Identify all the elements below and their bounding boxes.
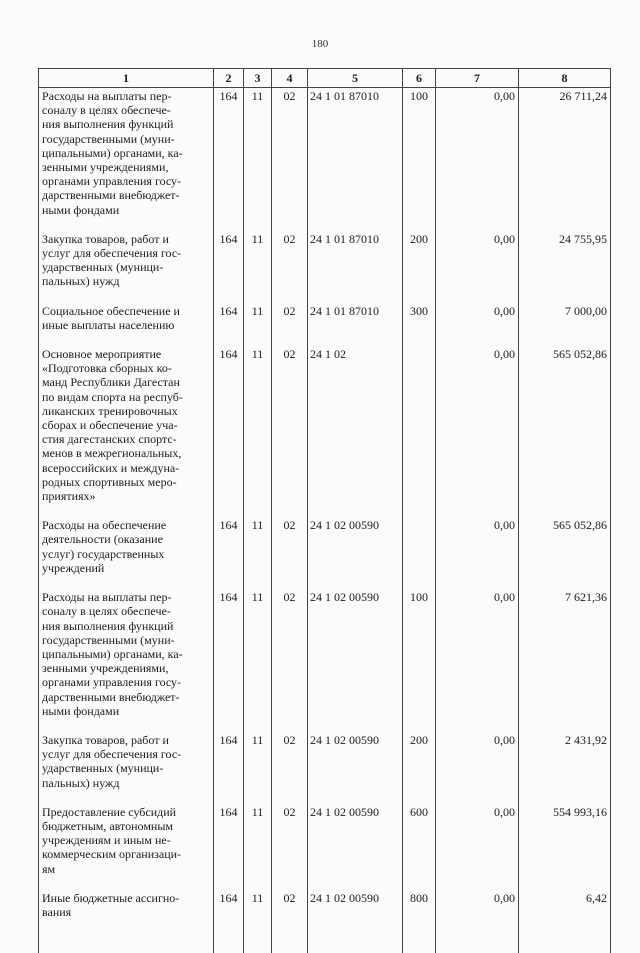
cell-target-article: 24 1 02 00590 bbox=[308, 517, 403, 589]
cell-amount-col8: 7 621,36 bbox=[519, 589, 611, 732]
empty-cell bbox=[519, 933, 611, 953]
description-line: Закупка товаров, работ и bbox=[42, 232, 210, 246]
cell-amount-col7: 0,00 bbox=[436, 88, 519, 231]
cell-ministry: 164 bbox=[214, 890, 244, 933]
cell-section: 11 bbox=[244, 589, 272, 732]
cell-amount-col8: 565 052,86 bbox=[519, 346, 611, 517]
cell-amount-col7: 0,00 bbox=[436, 589, 519, 732]
description-line: всероссийских и междуна- bbox=[42, 461, 210, 475]
description-line: ударственных (муници- bbox=[42, 761, 210, 775]
table-row bbox=[39, 231, 611, 303]
empty-cell bbox=[272, 933, 308, 953]
description-line: манд Республики Дагестан bbox=[42, 375, 210, 389]
cell-section: 11 bbox=[244, 346, 272, 517]
description-line: приятиях» bbox=[42, 489, 210, 503]
description-line: учреждениям и иным не- bbox=[42, 833, 210, 847]
cell-expense-type bbox=[403, 517, 436, 589]
description-line: Предоставление субсидий bbox=[42, 805, 210, 819]
description-line: Расходы на выплаты пер- bbox=[42, 590, 210, 604]
description-line: ципальными) органами, ка- bbox=[42, 647, 210, 661]
description-line: Расходы на выплаты пер- bbox=[42, 89, 210, 103]
header-col-7: 7 bbox=[436, 69, 519, 88]
description-line: услуг для обеспечения гос- bbox=[42, 747, 210, 761]
cell-amount-col8: 554 993,16 bbox=[519, 804, 611, 890]
description-line: зенными учреждениями, bbox=[42, 160, 210, 174]
cell-subsection: 02 bbox=[272, 346, 308, 517]
description-line: Основное мероприятие bbox=[42, 347, 210, 361]
header-col-2: 2 bbox=[214, 69, 244, 88]
empty-cell bbox=[308, 933, 403, 953]
header-col-8: 8 bbox=[519, 69, 611, 88]
row-description bbox=[39, 231, 214, 303]
description-line: деятельности (оказание bbox=[42, 532, 210, 546]
description-line: коммерческим организаци- bbox=[42, 847, 210, 861]
description-line: Социальное обеспечение и bbox=[42, 304, 210, 318]
cell-target-article: 24 1 01 87010 bbox=[308, 303, 403, 346]
description-line: ными фондами bbox=[42, 704, 210, 718]
description-line: государственными (муни- bbox=[42, 132, 210, 146]
cell-expense-type: 800 bbox=[403, 890, 436, 933]
row-description bbox=[39, 346, 214, 517]
table-row bbox=[39, 517, 611, 589]
cell-amount-col7: 0,00 bbox=[436, 231, 519, 303]
cell-target-article: 24 1 02 00590 bbox=[308, 890, 403, 933]
cell-section: 11 bbox=[244, 303, 272, 346]
cell-amount-col7: 0,00 bbox=[436, 517, 519, 589]
cell-subsection: 02 bbox=[272, 231, 308, 303]
header-col-6: 6 bbox=[403, 69, 436, 88]
description-line: услуг для обеспечения гос- bbox=[42, 246, 210, 260]
description-line: дарственными внебюджет- bbox=[42, 188, 210, 202]
cell-expense-type: 100 bbox=[403, 88, 436, 231]
row-description bbox=[39, 589, 214, 732]
table-body bbox=[39, 88, 611, 953]
cell-expense-type: 200 bbox=[403, 231, 436, 303]
cell-section: 11 bbox=[244, 517, 272, 589]
row-description bbox=[39, 890, 214, 933]
description-line: соналу в целях обеспече- bbox=[42, 103, 210, 117]
description-line: родных спортивных меро- bbox=[42, 475, 210, 489]
cell-target-article: 24 1 02 00590 bbox=[308, 732, 403, 804]
description-line: ям bbox=[42, 862, 210, 876]
table-row bbox=[39, 804, 611, 890]
description-line: иные выплаты населению bbox=[42, 318, 210, 332]
table-row bbox=[39, 346, 611, 517]
header-col-5: 5 bbox=[308, 69, 403, 88]
cell-expense-type: 600 bbox=[403, 804, 436, 890]
description-line: ликанских тренировочных bbox=[42, 404, 210, 418]
cell-ministry: 164 bbox=[214, 589, 244, 732]
cell-subsection: 02 bbox=[272, 589, 308, 732]
table-row bbox=[39, 890, 611, 933]
cell-subsection: 02 bbox=[272, 303, 308, 346]
description-line: органами управления госу- bbox=[42, 675, 210, 689]
cell-section: 11 bbox=[244, 890, 272, 933]
row-description bbox=[39, 88, 214, 231]
description-line: «Подготовка сборных ко- bbox=[42, 361, 210, 375]
cell-section: 11 bbox=[244, 804, 272, 890]
row-description bbox=[39, 303, 214, 346]
cell-section: 11 bbox=[244, 231, 272, 303]
page-number: 180 bbox=[0, 38, 640, 50]
cell-amount-col8: 2 431,92 bbox=[519, 732, 611, 804]
description-line: ными фондами bbox=[42, 203, 210, 217]
header-col-4: 4 bbox=[272, 69, 308, 88]
cell-ministry: 164 bbox=[214, 517, 244, 589]
table-row bbox=[39, 88, 611, 231]
cell-section: 11 bbox=[244, 732, 272, 804]
description-line: зенными учреждениями, bbox=[42, 661, 210, 675]
cell-amount-col8: 6,42 bbox=[519, 890, 611, 933]
cell-amount-col8: 26 711,24 bbox=[519, 88, 611, 231]
cell-ministry: 164 bbox=[214, 231, 244, 303]
cell-expense-type: 100 bbox=[403, 589, 436, 732]
cell-section: 11 bbox=[244, 88, 272, 231]
description-line: Закупка товаров, работ и bbox=[42, 733, 210, 747]
empty-cell bbox=[244, 933, 272, 953]
cell-amount-col8: 565 052,86 bbox=[519, 517, 611, 589]
cell-target-article: 24 1 01 87010 bbox=[308, 231, 403, 303]
cell-ministry: 164 bbox=[214, 303, 244, 346]
cell-ministry: 164 bbox=[214, 804, 244, 890]
cell-subsection: 02 bbox=[272, 732, 308, 804]
description-line: государственными (муни- bbox=[42, 633, 210, 647]
cell-expense-type bbox=[403, 346, 436, 517]
cell-amount-col8: 24 755,95 bbox=[519, 231, 611, 303]
cell-amount-col7: 0,00 bbox=[436, 346, 519, 517]
cell-amount-col7: 0,00 bbox=[436, 804, 519, 890]
table-row bbox=[39, 732, 611, 804]
row-description bbox=[39, 517, 214, 589]
description-line: вания bbox=[42, 905, 210, 919]
header-col-1: 1 bbox=[39, 69, 214, 88]
empty-cell bbox=[436, 933, 519, 953]
description-line: ния выполнения функций bbox=[42, 619, 210, 633]
table-row-continuation bbox=[39, 933, 611, 953]
empty-cell bbox=[39, 933, 214, 953]
description-line: Расходы на обеспечение bbox=[42, 518, 210, 532]
table-row bbox=[39, 303, 611, 346]
description-line: пальных) нужд bbox=[42, 274, 210, 288]
cell-subsection: 02 bbox=[272, 890, 308, 933]
cell-ministry: 164 bbox=[214, 88, 244, 231]
cell-amount-col7: 0,00 bbox=[436, 303, 519, 346]
description-line: Иные бюджетные ассигно- bbox=[42, 891, 210, 905]
table-row bbox=[39, 589, 611, 732]
cell-amount-col7: 0,00 bbox=[436, 890, 519, 933]
cell-expense-type: 300 bbox=[403, 303, 436, 346]
budget-table bbox=[38, 68, 611, 953]
description-line: соналу в целях обеспече- bbox=[42, 604, 210, 618]
header-col-3: 3 bbox=[244, 69, 272, 88]
cell-amount-col8: 7 000,00 bbox=[519, 303, 611, 346]
cell-subsection: 02 bbox=[272, 88, 308, 231]
empty-cell bbox=[403, 933, 436, 953]
description-line: ударственных (муници- bbox=[42, 260, 210, 274]
cell-target-article: 24 1 02 00590 bbox=[308, 804, 403, 890]
description-line: ния выполнения функций bbox=[42, 117, 210, 131]
cell-target-article: 24 1 02 00590 bbox=[308, 589, 403, 732]
description-line: учреждений bbox=[42, 561, 210, 575]
cell-ministry: 164 bbox=[214, 346, 244, 517]
description-line: менов в межрегиональных, bbox=[42, 446, 210, 460]
description-line: бюджетным, автономным bbox=[42, 819, 210, 833]
row-description bbox=[39, 732, 214, 804]
description-line: дарственными внебюджет- bbox=[42, 690, 210, 704]
row-description bbox=[39, 804, 214, 890]
cell-expense-type: 200 bbox=[403, 732, 436, 804]
description-line: ципальными) органами, ка- bbox=[42, 146, 210, 160]
description-line: пальных) нужд bbox=[42, 776, 210, 790]
cell-amount-col7: 0,00 bbox=[436, 732, 519, 804]
cell-subsection: 02 bbox=[272, 804, 308, 890]
description-line: по видам спорта на респуб- bbox=[42, 390, 210, 404]
description-line: услуг) государственных bbox=[42, 547, 210, 561]
cell-target-article: 24 1 02 bbox=[308, 346, 403, 517]
header-row bbox=[39, 69, 611, 88]
cell-subsection: 02 bbox=[272, 517, 308, 589]
description-line: органами управления госу- bbox=[42, 174, 210, 188]
cell-ministry: 164 bbox=[214, 732, 244, 804]
empty-cell bbox=[214, 933, 244, 953]
description-line: сборах и обеспечение уча- bbox=[42, 418, 210, 432]
description-line: стия дагестанских спортс- bbox=[42, 432, 210, 446]
cell-target-article: 24 1 01 87010 bbox=[308, 88, 403, 231]
